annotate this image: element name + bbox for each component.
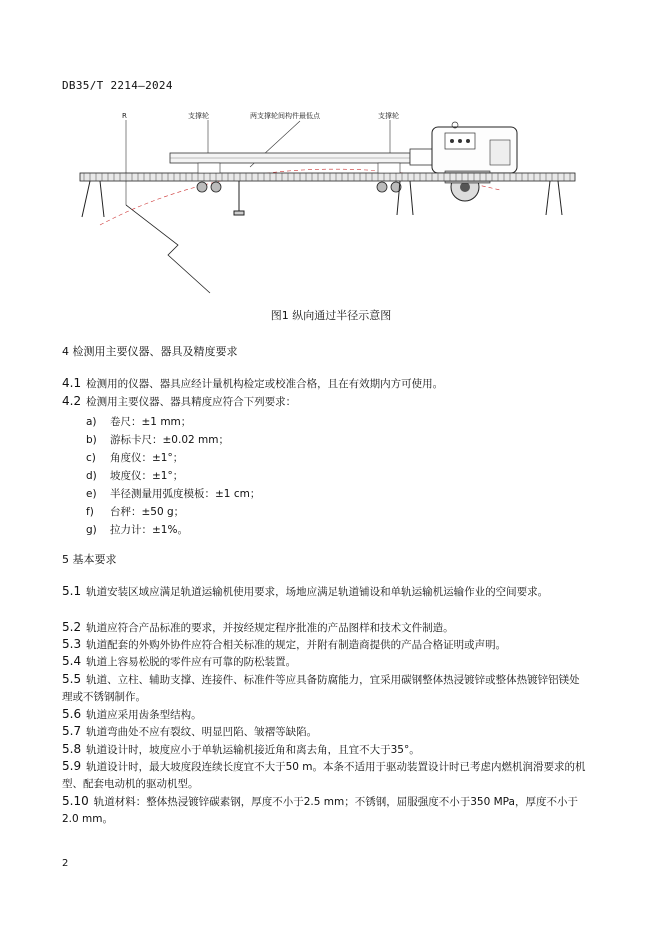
label-support-wheel-right: 支撑轮: [378, 112, 399, 120]
figure-caption: 图1 纵向通过半径示意图: [270, 309, 392, 322]
clause-5-4: 5.4 轨道上容易松脱的零件应有可靠的防松装置。: [62, 654, 297, 668]
platform-hitch: [410, 149, 435, 165]
list-item: e) 半径测量用弧度模板：±1 cm；: [86, 488, 261, 500]
label-support-wheel-left: 支撑轮: [188, 112, 209, 120]
list-item: g) 拉力计：±1%。: [86, 524, 188, 536]
clause-text: 检测用的仪器、器具应经计量机构检定或校准合格，且在有效期内方可使用。: [86, 378, 444, 390]
list-item: d) 坡度仪：±1°；: [86, 470, 184, 482]
clause-4-1: [62, 375, 590, 393]
clause-5-10: 5.10 轨道材料：整体热浸镀锌碳素钢，厚度不小于2.5 mm；不锈钢，屈服强度不小于350 MPa，厚度不小于2.0 mm。: [62, 794, 578, 825]
track-diagram: [60, 105, 600, 300]
clause-5-6: 5.6 轨道应采用齿条型结构。: [62, 707, 202, 721]
rail-posts: [82, 181, 562, 217]
page-number: 2: [62, 858, 69, 869]
clause-text: 检测用主要仪器、器具精度应符合下列要求：: [86, 396, 297, 408]
list-item: f) 台秤：±50 g；: [86, 506, 185, 518]
rack-rail: [80, 173, 575, 181]
label-lowest-point: 两支撑轮间构件最低点: [250, 112, 320, 120]
clause-5-9: 5.9 轨道设计时，最大坡度段连续长度宜不大于50 m。本条不适用于驱动装置设计时已考虑内燃机润滑要求的机型、配套电动机的驱动机型。: [62, 759, 586, 790]
list-item: b) 游标卡尺：±0.02 mm；: [86, 434, 229, 446]
radius-zigzag-line: [126, 205, 210, 293]
clause-5-2: 5.2 轨道应符合产品标准的要求，并按经规定程序批准的产品图样和技术文件制造。: [62, 620, 454, 634]
clause-5-1: 5.1 轨道安装区域应满足轨道运输机使用要求，场地应满足轨道铺设和单轨运输机运输作业的空间要求。: [62, 584, 549, 598]
figure-longitudinal-radius-diagram: [60, 105, 600, 300]
section-5-title: 5 基本要求: [62, 553, 117, 566]
list-item: c) 角度仪：±1°；: [86, 452, 184, 464]
clause-4-2: [62, 393, 590, 411]
clause-number: 4.2: [62, 394, 82, 408]
document-code: DB35/T 2214—2024: [62, 79, 173, 92]
clause-5-7: 5.7 轨道弯曲处不应有裂纹、明显凹陷、皱褶等缺陷。: [62, 724, 318, 738]
clause-number: 4.1: [62, 376, 82, 390]
clause-5-8: 5.8 轨道设计时，坡度应小于单轨运输机接近角和离去角，且宜不大于35°。: [62, 742, 420, 756]
list-item: a) 卷尺：±1 mm；: [86, 416, 192, 428]
clause-5-5: 5.5 轨道、立柱、辅助支撑、连接件、标准件等应具备防腐能力，宜采用碳钢整体热浸镀锌或整体热镀锌铝镁处理或不锈钢制作。: [62, 672, 580, 703]
label-r: R: [122, 112, 127, 120]
section-4-title: 4 检测用主要仪器、器具及精度要求: [62, 345, 238, 358]
clause-5-3: 5.3 轨道配套的外购外协件应符合相关标准的规定，并附有制造商提供的产品合格证明或声明。: [62, 637, 507, 651]
